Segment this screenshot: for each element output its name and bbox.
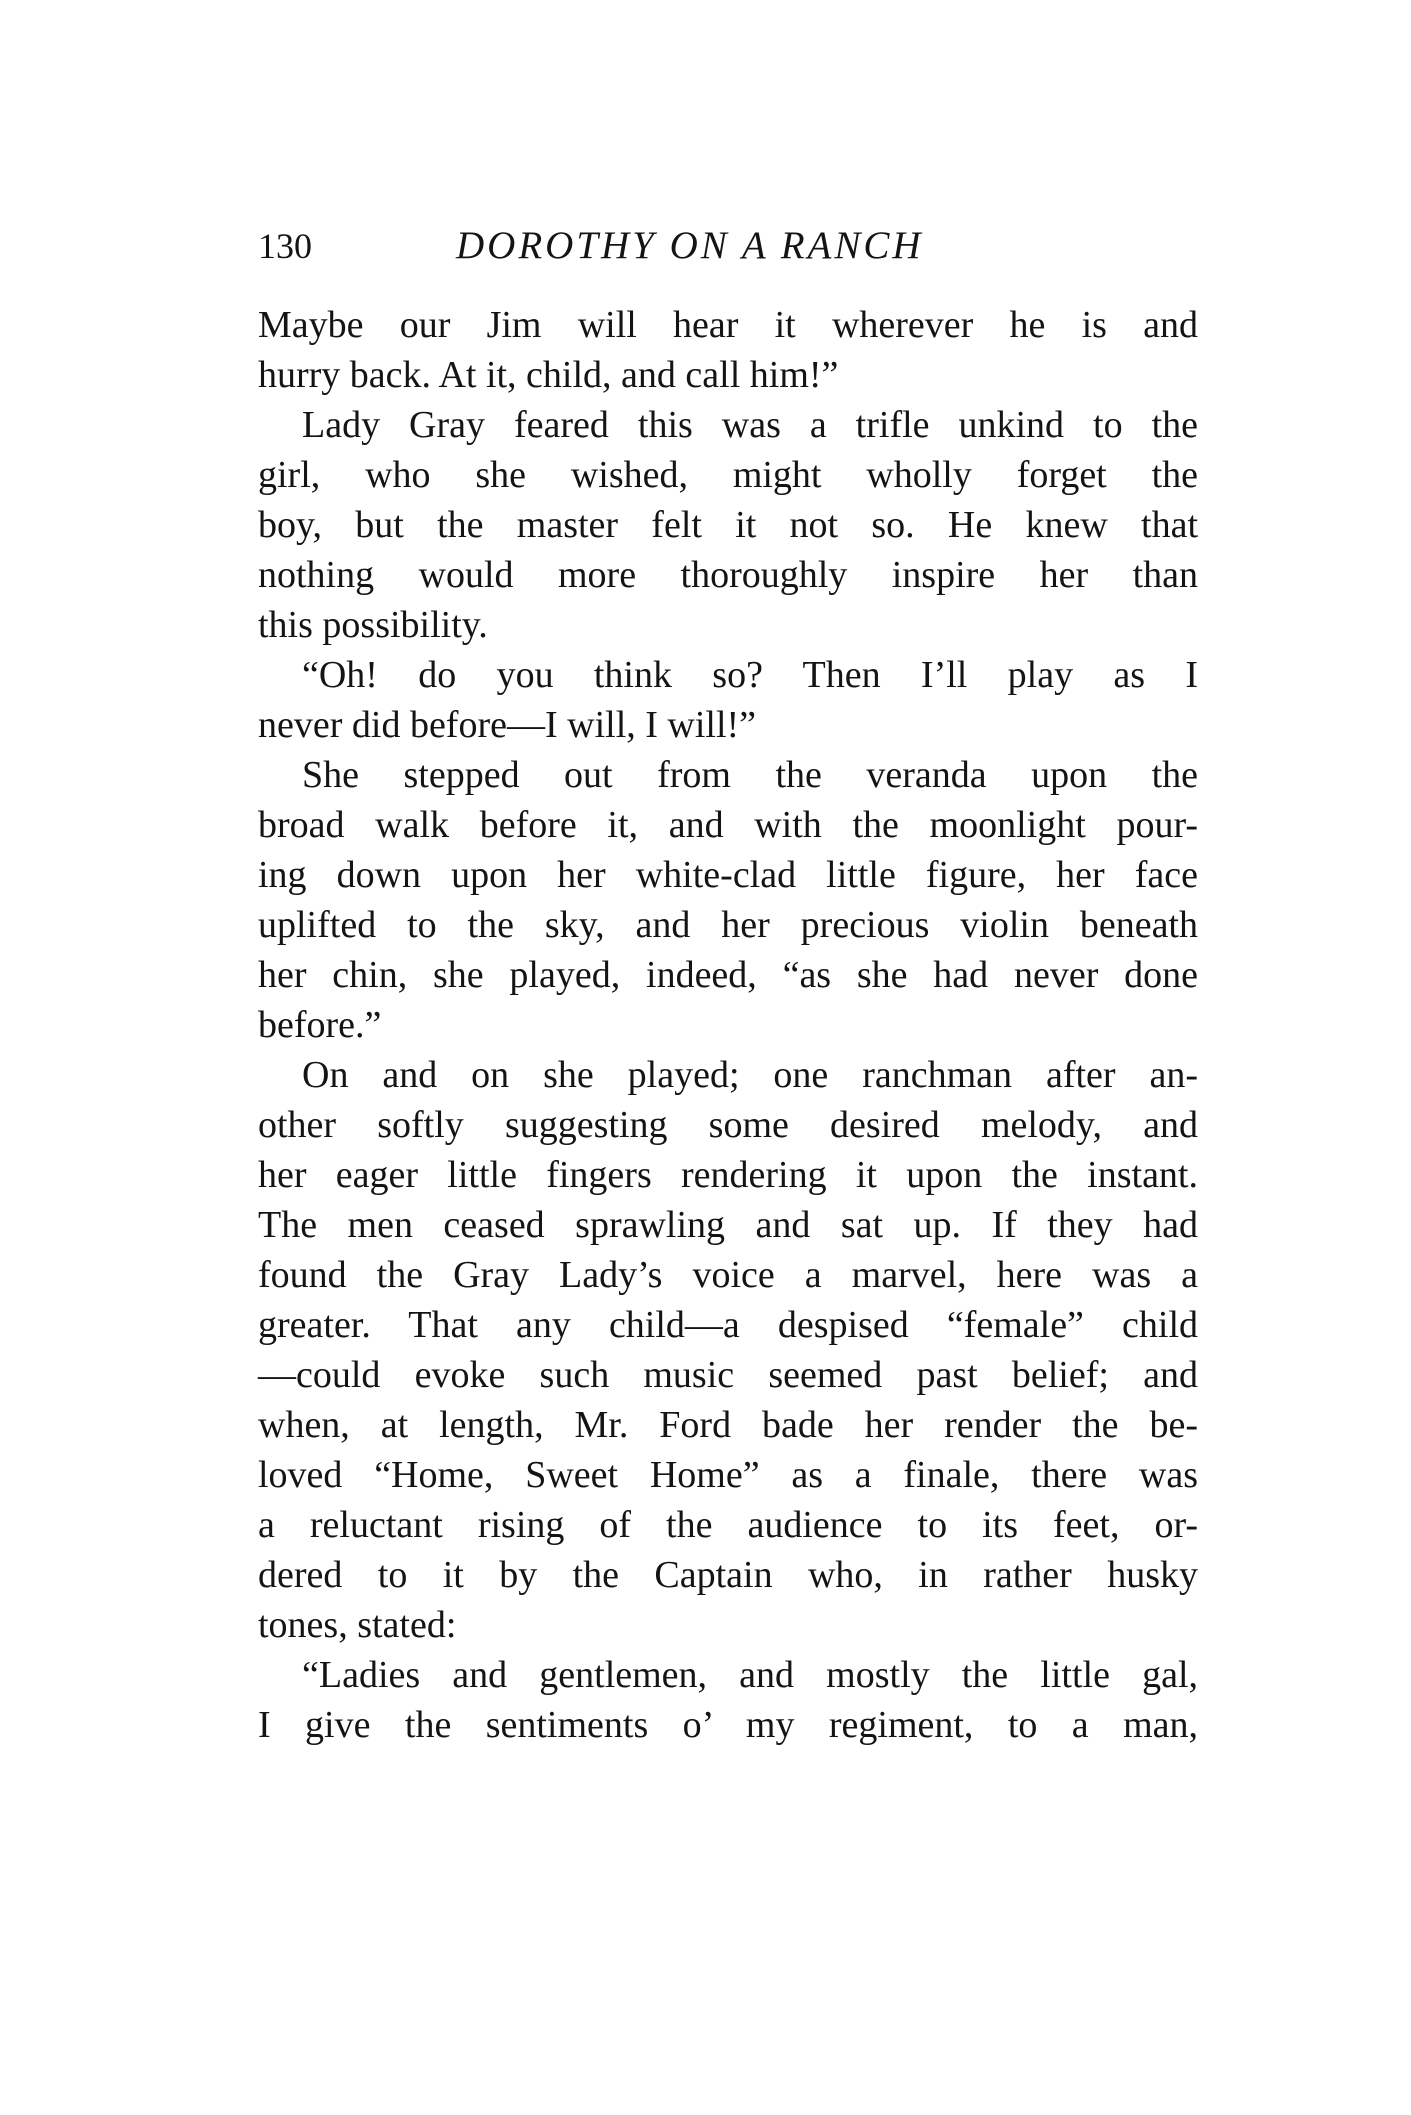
body-text bbox=[258, 300, 1198, 1750]
text-line: Maybe our Jim will hear it wherever he is and bbox=[258, 304, 1198, 346]
text-line: before.” bbox=[258, 1004, 382, 1046]
text-line: her chin, she played, indeed, “as she had never done bbox=[258, 954, 1198, 996]
text-line: broad walk before it, and with the moonlight pour- bbox=[258, 804, 1198, 846]
text-line: tones, stated: bbox=[258, 1604, 457, 1646]
text-line: “Ladies and gentlemen, and mostly the little gal, bbox=[302, 1654, 1198, 1696]
text-line: ing down upon her white-clad little figure, her face bbox=[258, 854, 1198, 896]
text-line: loved “Home, Sweet Home” as a finale, there was bbox=[258, 1454, 1198, 1496]
paragraph bbox=[258, 650, 1198, 750]
text-line: I give the sentiments o’ my regiment, to a man, bbox=[258, 1704, 1198, 1746]
text-line: her eager little fingers rendering it upon the instant. bbox=[258, 1154, 1198, 1196]
text-line: On and on she played; one ranchman after an- bbox=[302, 1054, 1198, 1096]
text-line: Lady Gray feared this was a trifle unkind to the bbox=[302, 404, 1198, 446]
running-title: DOROTHY ON A RANCH bbox=[456, 224, 924, 267]
paragraph bbox=[258, 300, 1198, 400]
paragraph bbox=[258, 750, 1198, 1050]
text-line: greater. That any child—a despised “female” child bbox=[258, 1304, 1198, 1346]
text-line: found the Gray Lady’s voice a marvel, here was a bbox=[258, 1254, 1198, 1296]
text-line: dered to it by the Captain who, in rather husky bbox=[258, 1554, 1198, 1596]
paragraph bbox=[258, 1050, 1198, 1650]
text-line: girl, who she wished, might wholly forget the bbox=[258, 454, 1198, 496]
text-line: She stepped out from the veranda upon the bbox=[302, 754, 1198, 796]
text-line: nothing would more thoroughly inspire her than bbox=[258, 554, 1198, 596]
paragraph bbox=[258, 400, 1198, 650]
text-line: never did before—I will, I will!” bbox=[258, 704, 757, 746]
text-line: other softly suggesting some desired melody, and bbox=[258, 1104, 1198, 1146]
text-line: this possibility. bbox=[258, 604, 488, 646]
paragraph bbox=[258, 1650, 1198, 1750]
page-header bbox=[258, 218, 1198, 274]
text-line: uplifted to the sky, and her precious violin beneath bbox=[258, 904, 1198, 946]
text-line: hurry back. At it, child, and call him!” bbox=[258, 354, 839, 396]
page-number: 130 bbox=[258, 226, 312, 266]
text-line: —could evoke such music seemed past belief; and bbox=[258, 1354, 1198, 1396]
text-line: a reluctant rising of the audience to its feet, or- bbox=[258, 1504, 1198, 1546]
text-line: boy, but the master felt it not so. He knew that bbox=[258, 504, 1198, 546]
text-line: The men ceased sprawling and sat up. If they had bbox=[258, 1204, 1198, 1246]
text-line: “Oh! do you think so? Then I’ll play as I bbox=[302, 654, 1198, 696]
text-line: when, at length, Mr. Ford bade her render the be- bbox=[258, 1404, 1198, 1446]
